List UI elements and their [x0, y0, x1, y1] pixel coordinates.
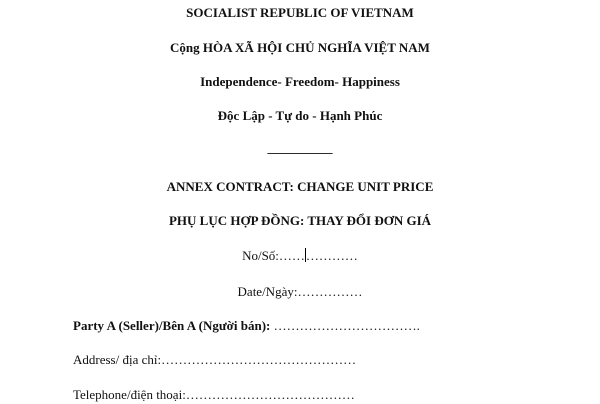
- address-dots: ………………………………………: [161, 352, 357, 367]
- contract-number-dots-after: …………: [305, 248, 358, 263]
- country-name-en: SOCIALIST REPUBLIC OF VIETNAM: [186, 5, 414, 20]
- party-a-label: Party A (Seller)/Bên A (Người bán):: [73, 318, 271, 333]
- date-label: Date/Ngày:: [237, 284, 298, 299]
- address-line[interactable]: [73, 352, 356, 368]
- motto-en: Independence- Freedom- Happiness: [200, 74, 400, 89]
- motto-vi: Độc Lập - Tự do - Hạnh Phúc: [217, 108, 383, 123]
- contract-number-line[interactable]: [0, 248, 600, 264]
- telephone-label: Telephone/điện thoại:: [73, 387, 186, 402]
- party-a-dots: …………………………….: [270, 318, 420, 333]
- contract-number-label: No/Số:: [242, 248, 279, 263]
- telephone-line[interactable]: [73, 387, 355, 403]
- contract-number-dots-before: ……: [278, 248, 305, 263]
- address-label: Address/ địa chỉ:: [73, 352, 162, 367]
- date-line[interactable]: [0, 284, 600, 300]
- title-vi: PHỤ LỤC HỢP ĐỒNG: THAY ĐỔI ĐƠN GIÁ: [168, 213, 432, 228]
- date-dots: ……………: [297, 284, 363, 299]
- header-separator: __________: [267, 140, 333, 155]
- telephone-dots: …………………………………: [185, 387, 355, 402]
- party-a-line[interactable]: [73, 318, 420, 334]
- title-en: ANNEX CONTRACT: CHANGE UNIT PRICE: [166, 179, 434, 194]
- country-name-vi: Cộng HÒA XÃ HỘI CHỦ NGHĨA VIỆT NAM: [170, 40, 430, 55]
